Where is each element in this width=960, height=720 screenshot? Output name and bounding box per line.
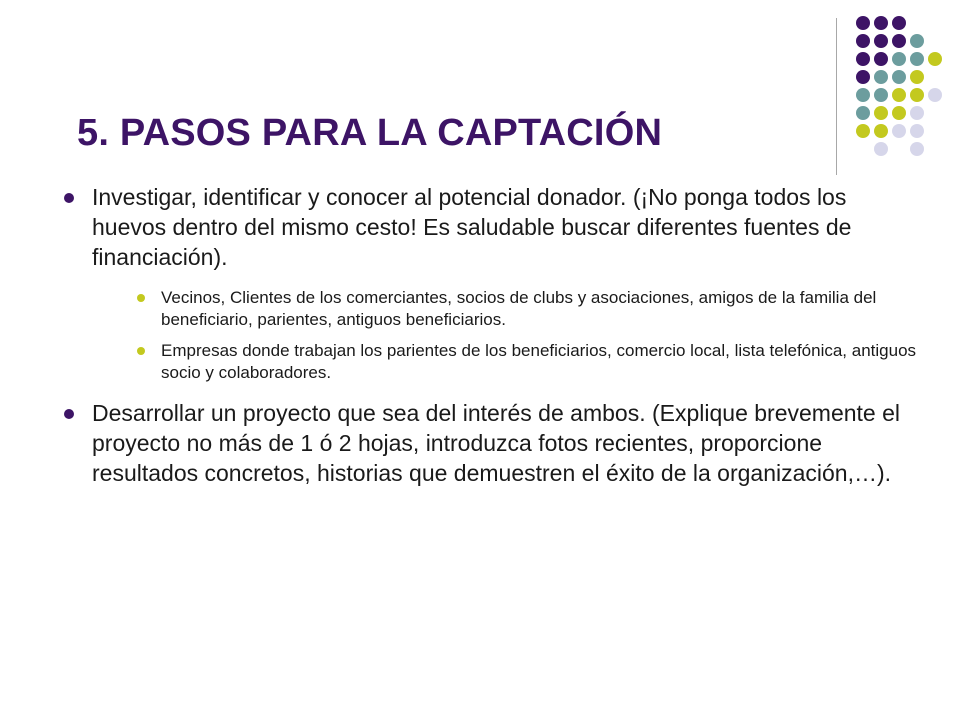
decorative-dot	[910, 124, 924, 138]
decorative-dot	[874, 34, 888, 48]
decorative-dot	[910, 88, 924, 102]
decorative-dot	[856, 34, 870, 48]
decorative-dot	[910, 106, 924, 120]
subbullet-text: Empresas donde trabajan los parientes de los beneficiarios, comercio local, lista telefónica, antiguos socio y colaboradores.	[161, 341, 917, 382]
decorative-dot	[892, 52, 906, 66]
decorative-dot	[874, 52, 888, 66]
decorative-dot	[874, 70, 888, 84]
subbullet-icon	[137, 347, 145, 355]
decorative-dot	[874, 124, 888, 138]
decorative-dot	[874, 106, 888, 120]
decorative-dot	[856, 106, 870, 120]
decorative-dot	[892, 88, 906, 102]
bullet-icon	[64, 409, 74, 419]
bullet-item	[58, 182, 918, 272]
decorative-dot-grid	[0, 0, 960, 200]
decorative-dot	[910, 34, 924, 48]
decorative-dot	[892, 34, 906, 48]
decorative-dot	[856, 124, 870, 138]
decorative-dot	[892, 124, 906, 138]
decorative-dot	[928, 88, 942, 102]
slide-body	[58, 182, 918, 503]
decorative-dot	[892, 70, 906, 84]
bullet-icon	[64, 193, 74, 203]
subbullet-item	[58, 340, 918, 384]
decorative-dot	[874, 88, 888, 102]
decorative-dot	[856, 88, 870, 102]
decorative-dot	[910, 70, 924, 84]
decorative-dot	[856, 70, 870, 84]
decorative-dot	[892, 106, 906, 120]
decorative-dot	[856, 52, 870, 66]
decorative-dot	[910, 142, 924, 156]
subbullet-item	[58, 287, 918, 331]
bullet-text: Investigar, identificar y conocer al potencial donador. (¡No ponga todos los huevos dentro del mismo cesto! Es saludable buscar diferentes fuentes de financiación).	[92, 184, 852, 270]
bullet-item	[58, 398, 918, 488]
subbullet-text: Vecinos, Clientes de los comerciantes, socios de clubs y asociaciones, amigos de la familia del beneficiario, parientes, antiguos beneficiarios.	[161, 288, 877, 329]
decorative-dot	[856, 16, 870, 30]
decorative-dot	[892, 16, 906, 30]
decorative-dot	[874, 142, 888, 156]
slide-title: 5. PASOS PARA LA CAPTACIÓN	[77, 112, 663, 154]
bullet-text: Desarrollar un proyecto que sea del interés de ambos. (Explique brevemente el proyecto no más de 1 ó 2 hojas, introduzca fotos recientes, proporcione resultados concretos, historias que demuestren el éxito de la organización,…).	[92, 400, 900, 486]
decorative-dot	[928, 52, 942, 66]
subbullet-icon	[137, 294, 145, 302]
decorative-dot	[874, 16, 888, 30]
decorative-divider	[836, 18, 837, 175]
decorative-dot	[910, 52, 924, 66]
